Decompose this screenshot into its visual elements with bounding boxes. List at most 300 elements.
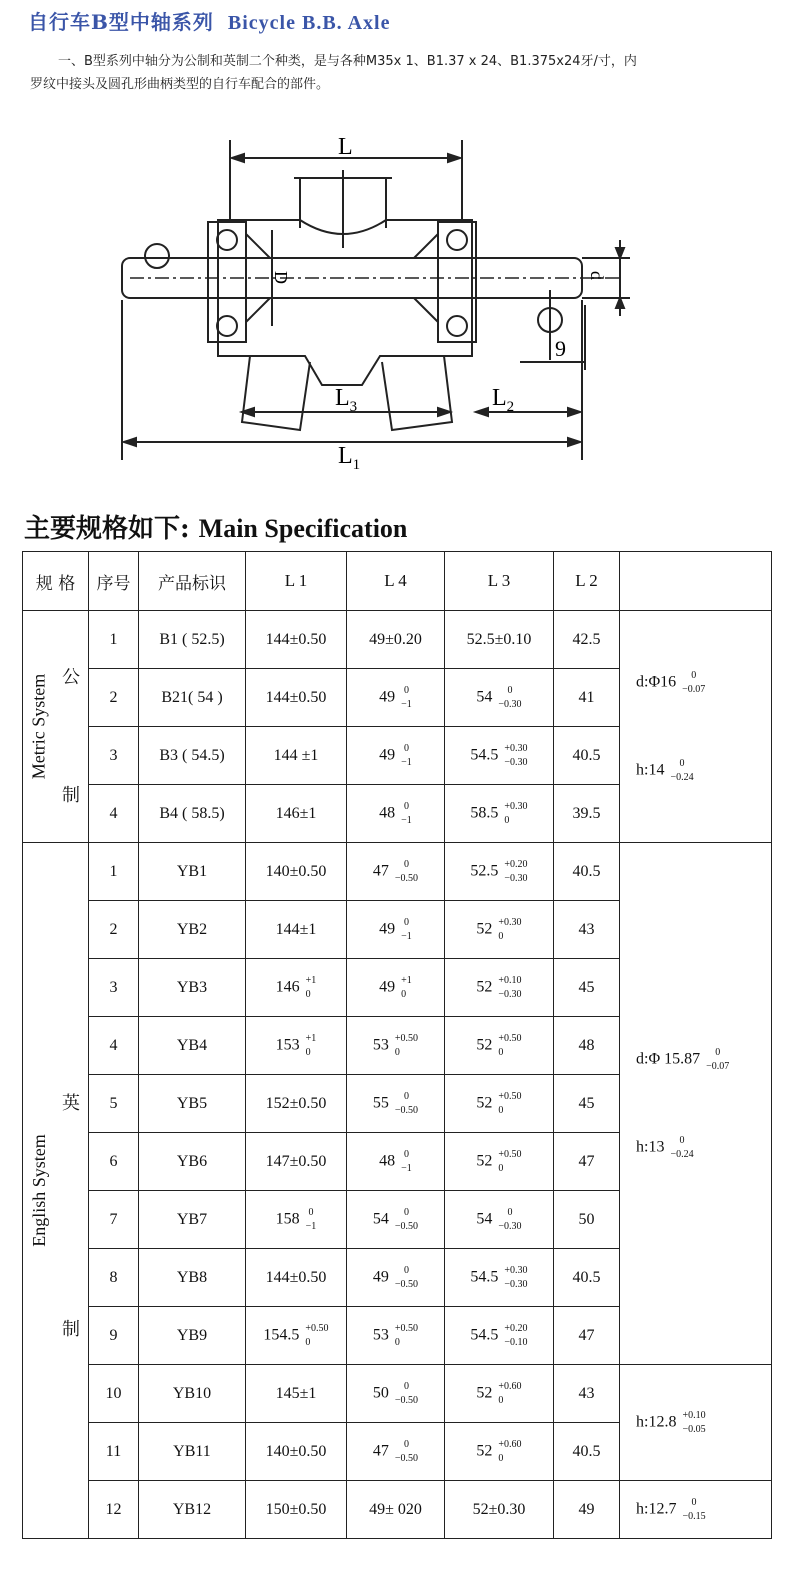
cell-mark: YB9 — [139, 1307, 246, 1365]
cell-l1-value: 150±0.50 — [265, 1500, 327, 1518]
cell-l4 — [347, 1249, 445, 1307]
cell-l3-value: 54.5 — [470, 1268, 499, 1286]
cell-l1 — [246, 727, 347, 785]
cell-l2: 50 — [554, 1191, 620, 1249]
metric-note-cell — [620, 611, 772, 843]
cell-l4-tolerance — [395, 1264, 418, 1292]
dim-label-d: d — [587, 271, 607, 280]
cell-l1 — [246, 1133, 347, 1191]
cell-l4-tol-upper: 0 — [403, 916, 409, 928]
cell-l4-tol-upper: +0.50 — [394, 1032, 419, 1044]
cell-no: 10 — [89, 1365, 139, 1423]
yb12-h-tolerance — [682, 1496, 705, 1524]
cell-l1-value: 146±1 — [275, 804, 317, 822]
cell-l1-value: 144 ±1 — [273, 746, 319, 764]
cell-l1-tol-lower: 0 — [305, 1336, 311, 1348]
cell-l3 — [445, 1133, 554, 1191]
dim-label-L2: $L_2$ — [492, 385, 515, 415]
note-gap — [636, 1074, 771, 1134]
cell-l4-value: 53 — [372, 1326, 389, 1344]
cell-l2: 47 — [554, 1133, 620, 1191]
header-no: 序号 — [89, 552, 139, 611]
cell-l3-tolerance — [498, 1090, 521, 1118]
cell-l2: 40.5 — [554, 843, 620, 901]
note-gap — [636, 697, 771, 757]
cell-l4 — [347, 1075, 445, 1133]
axle-drawing — [100, 130, 640, 475]
cell-l3-tol-upper: +0.20 — [504, 1322, 528, 1334]
cell-mark: YB8 — [139, 1249, 246, 1307]
cell-no: 7 — [89, 1191, 139, 1249]
cell-l4-tol-lower: −1 — [401, 756, 412, 768]
cell-l1-tol-lower: −1 — [305, 1220, 317, 1232]
cell-l2: 39.5 — [554, 785, 620, 843]
cell-l3 — [445, 1191, 554, 1249]
cell-l3-value: 54.5 — [470, 746, 499, 764]
cell-l3 — [445, 1017, 554, 1075]
metric-d-value: d:Φ16 — [636, 673, 677, 691]
cell-l4-tol-lower: −0.50 — [394, 872, 419, 884]
cell-l1-value: 154.5 — [263, 1326, 300, 1344]
cell-no: 12 — [89, 1481, 139, 1539]
cell-l1 — [246, 1191, 347, 1249]
cell-l4-tol-upper: 0 — [403, 858, 409, 870]
cell-l3-tolerance — [504, 742, 527, 770]
yb10-note-cell — [620, 1365, 772, 1481]
page-title — [28, 6, 390, 35]
cell-l2: 47 — [554, 1307, 620, 1365]
cell-no: 1 — [89, 843, 139, 901]
cell-l4-tol-lower: −1 — [401, 930, 412, 942]
cell-mark: B4 ( 58.5) — [139, 785, 246, 843]
cell-l4-value: 54 — [372, 1210, 389, 1228]
cell-l3-tol-lower: −0.30 — [498, 1220, 522, 1232]
cell-l3 — [445, 1249, 554, 1307]
cell-l4-tol-upper: 0 — [403, 800, 409, 812]
cell-l1-value: 140±0.50 — [265, 862, 327, 880]
header-row — [23, 552, 772, 611]
cell-no: 11 — [89, 1423, 139, 1481]
metric-system-label — [25, 611, 53, 842]
cell-l4-tol-lower: −0.50 — [394, 1394, 419, 1406]
spec-heading-zh: 主要规格如下: — [24, 514, 190, 544]
cell-l4-value: 48 — [379, 804, 396, 822]
cell-l4-tol-lower: 0 — [394, 1046, 400, 1058]
cell-l3 — [445, 1481, 554, 1539]
yb12-note-cell — [620, 1481, 772, 1539]
english-h-tol-lower: −0.24 — [670, 1148, 694, 1160]
cell-l4-tolerance — [401, 916, 412, 944]
cell-no: 3 — [89, 959, 139, 1017]
cell-l3-tol-upper: +0.30 — [504, 742, 528, 754]
cell-l4 — [347, 669, 445, 727]
metric-h-note — [636, 757, 771, 785]
yb10-h-note — [636, 1409, 771, 1437]
dim-label-D: D — [271, 271, 291, 284]
cell-l3-tolerance — [498, 1206, 521, 1234]
cell-l3-tol-lower: 0 — [498, 1162, 504, 1174]
cell-l4-tol-lower: −0.50 — [394, 1278, 419, 1290]
cell-l2: 45 — [554, 1075, 620, 1133]
cell-l1 — [246, 843, 347, 901]
cell-mark: B1 ( 52.5) — [139, 611, 246, 669]
system-char-2: 制 — [62, 1319, 80, 1340]
cell-l3-tol-lower: −0.10 — [504, 1336, 528, 1348]
cell-l3-tol-lower: −0.30 — [498, 988, 522, 1000]
table-row — [23, 843, 772, 901]
english-h-tolerance — [670, 1134, 693, 1162]
cell-l4-tol-upper: 0 — [403, 1264, 409, 1276]
cell-l2: 40.5 — [554, 1423, 620, 1481]
cell-l3-tolerance — [498, 1148, 521, 1176]
cell-l4-value: 49 — [379, 688, 396, 706]
cell-l4-tol-upper: 0 — [403, 1438, 409, 1450]
cell-l1-tol-lower: 0 — [305, 988, 311, 1000]
cell-l1-value: 146 — [275, 978, 300, 996]
cell-l4-tolerance — [395, 1206, 418, 1234]
cell-l3-value: 54.5 — [470, 1326, 499, 1344]
english-h-note — [636, 1134, 771, 1162]
metric-d-note — [636, 669, 771, 697]
table-row — [23, 611, 772, 669]
cell-no: 4 — [89, 1017, 139, 1075]
system-char-1: 英 — [62, 1093, 80, 1114]
cell-no: 8 — [89, 1249, 139, 1307]
cell-l3 — [445, 1307, 554, 1365]
cell-l4-tolerance — [401, 800, 412, 828]
cell-l3-tolerance — [504, 858, 527, 886]
cell-l1 — [246, 611, 347, 669]
cell-mark: B3 ( 54.5) — [139, 727, 246, 785]
cell-l4-tol-upper: 0 — [403, 1380, 409, 1392]
cell-l4 — [347, 901, 445, 959]
cell-l1-value: 144±1 — [275, 920, 317, 938]
table-row — [23, 1481, 772, 1539]
cell-l1-tol-lower: 0 — [305, 1046, 311, 1058]
cell-l4 — [347, 1191, 445, 1249]
cell-no: 4 — [89, 785, 139, 843]
english-system-cell — [23, 843, 89, 1539]
english-system-label — [25, 843, 53, 1538]
english-d-tol-upper: 0 — [715, 1046, 721, 1058]
cell-l2: 40.5 — [554, 727, 620, 785]
cell-l2: 43 — [554, 901, 620, 959]
cell-no: 5 — [89, 1075, 139, 1133]
cell-l4 — [347, 1017, 445, 1075]
cell-l4-tol-lower: 0 — [401, 988, 407, 1000]
english-h-tol-upper: 0 — [679, 1134, 685, 1146]
cell-l4-tol-upper: 0 — [403, 742, 409, 754]
intro-line-2: 罗纹中接头及圆孔形曲柄类型的自行车配合的部件。 — [30, 77, 330, 92]
cell-l2: 40.5 — [554, 1249, 620, 1307]
cell-l2: 41 — [554, 669, 620, 727]
cell-mark: B21( 54 ) — [139, 669, 246, 727]
cell-l3 — [445, 611, 554, 669]
spec-heading — [24, 508, 407, 545]
metric-d-tolerance — [682, 669, 705, 697]
cell-l1 — [246, 959, 347, 1017]
dim-label-L: L — [338, 134, 353, 160]
metric-h-tol-upper: 0 — [679, 757, 685, 769]
cell-l3 — [445, 959, 554, 1017]
cell-l1-tolerance — [306, 1032, 317, 1060]
cell-l1 — [246, 1481, 347, 1539]
cell-l3-tol-upper: +0.60 — [498, 1438, 522, 1450]
cell-l1 — [246, 1423, 347, 1481]
cell-l4-tol-upper: 0 — [403, 1148, 409, 1160]
spec-heading-en: Main Specification — [198, 514, 408, 543]
cell-l1 — [246, 785, 347, 843]
cell-l4-value: 49 — [372, 1268, 389, 1286]
metric-h-value: h:14 — [636, 761, 665, 779]
cell-no: 2 — [89, 669, 139, 727]
cell-l3-value: 52 — [476, 978, 493, 996]
cell-l3 — [445, 785, 554, 843]
cell-l3-tol-upper: +0.50 — [498, 1032, 522, 1044]
cell-l3-tolerance — [504, 1264, 527, 1292]
cell-l3-tol-upper: 0 — [507, 1206, 513, 1218]
cell-l4-tol-lower: −0.50 — [394, 1220, 419, 1232]
cell-mark: YB12 — [139, 1481, 246, 1539]
cell-no: 6 — [89, 1133, 139, 1191]
metric-h-tolerance — [670, 757, 693, 785]
cell-l1-value: 144±0.50 — [265, 1268, 327, 1286]
cell-l4-tol-upper: 0 — [403, 1206, 409, 1218]
cell-l3-tol-upper: +0.20 — [504, 858, 528, 870]
spec-table — [22, 551, 772, 1539]
cell-mark: YB5 — [139, 1075, 246, 1133]
cell-l3 — [445, 727, 554, 785]
cell-l3-value: 52±0.30 — [472, 1500, 526, 1518]
cell-l3-tolerance — [498, 916, 521, 944]
intro-line-1: 一、B型系列中轴分为公制和英制二个种类，是与各种M35x 1、B1.37 x 24、B1.375x24牙/寸，内 — [58, 54, 637, 69]
cell-l4 — [347, 1133, 445, 1191]
cell-no: 2 — [89, 901, 139, 959]
cell-l1-tol-upper: +1 — [305, 1032, 317, 1044]
header-note — [620, 552, 772, 611]
cell-l4-value: 49± 020 — [369, 1500, 422, 1518]
cell-l4-tol-upper: +1 — [401, 974, 412, 986]
header-l3: L 3 — [445, 552, 554, 611]
cell-mark: YB3 — [139, 959, 246, 1017]
cell-l4 — [347, 843, 445, 901]
cell-l1-value: 152±0.50 — [265, 1094, 327, 1112]
cell-l1 — [246, 669, 347, 727]
cell-l4-value: 48 — [379, 1152, 396, 1170]
cell-l3-value: 52 — [476, 1036, 493, 1054]
cell-l4-value: 53 — [372, 1036, 389, 1054]
header-l1: L 1 — [246, 552, 347, 611]
cell-l3-tol-lower: 0 — [498, 1046, 504, 1058]
cell-l4-value: 47 — [372, 862, 389, 880]
cell-l4-tolerance — [401, 684, 412, 712]
cell-l4-tolerance — [395, 1322, 418, 1350]
cell-l4-tol-lower: −1 — [401, 1162, 412, 1174]
cell-l3-tol-lower: 0 — [498, 1452, 504, 1464]
cell-l4-tolerance — [395, 858, 418, 886]
metric-h-tol-lower: −0.24 — [670, 771, 694, 783]
cell-l3-tol-upper: +0.30 — [498, 916, 522, 928]
header-mark: 产品标识 — [139, 552, 246, 611]
cell-l3-tol-upper: +0.50 — [498, 1090, 522, 1102]
cell-l2: 45 — [554, 959, 620, 1017]
cell-l4-tol-lower: −0.50 — [394, 1104, 419, 1116]
cell-no: 1 — [89, 611, 139, 669]
cell-l1 — [246, 1307, 347, 1365]
cell-l3-tolerance — [504, 800, 527, 828]
cell-l3-tol-lower: −0.30 — [504, 756, 528, 768]
cell-l1 — [246, 1365, 347, 1423]
yb12-h-value: h:12.7 — [636, 1500, 677, 1518]
cell-mark: YB11 — [139, 1423, 246, 1481]
cell-l3-tolerance — [498, 1438, 521, 1466]
dim-label-L1: $L_1$ — [338, 443, 361, 473]
cell-l3-tol-lower: −0.30 — [504, 1278, 528, 1290]
header-spec: 规 格 — [23, 552, 89, 611]
cell-l3-tol-upper: +0.10 — [498, 974, 522, 986]
cell-l3 — [445, 669, 554, 727]
cell-l3-tol-lower: −0.30 — [504, 872, 528, 884]
cell-l4-value: 50 — [372, 1384, 389, 1402]
intro-paragraph — [30, 50, 770, 96]
cell-l3-tol-upper: +0.60 — [498, 1380, 522, 1392]
system-char-1: 公 — [62, 667, 80, 688]
cell-l4-tolerance — [395, 1032, 418, 1060]
cell-l1-value: 144±0.50 — [265, 630, 327, 648]
cell-l3 — [445, 843, 554, 901]
english-d-tolerance — [706, 1046, 729, 1074]
table-row — [23, 1365, 772, 1423]
cell-l3-tol-lower: 0 — [498, 1104, 504, 1116]
yb10-h-tol-upper: +0.10 — [682, 1409, 706, 1421]
yb10-h-tol-lower: −0.05 — [682, 1423, 706, 1435]
cell-l1-tol-upper: +1 — [305, 974, 317, 986]
cell-l4 — [347, 959, 445, 1017]
cell-l3-value: 52 — [476, 1094, 493, 1112]
header-l4: L 4 — [347, 552, 445, 611]
cell-l1 — [246, 1075, 347, 1133]
cell-l3-value: 52 — [476, 1384, 493, 1402]
yb10-h-value: h:12.8 — [636, 1413, 677, 1431]
cell-mark: YB2 — [139, 901, 246, 959]
cell-l3-value: 52.5 — [470, 862, 499, 880]
cell-l1-value: 140±0.50 — [265, 1442, 327, 1460]
cell-l2: 49 — [554, 1481, 620, 1539]
title-en: Bicycle B.B. Axle — [227, 12, 391, 34]
yb12-h-note — [636, 1496, 771, 1524]
cell-mark: YB1 — [139, 843, 246, 901]
cell-l3-value: 52 — [476, 1442, 493, 1460]
cell-l3-value: 52 — [476, 920, 493, 938]
cell-l2: 48 — [554, 1017, 620, 1075]
cell-l3-tol-lower: 0 — [498, 930, 504, 942]
cell-l1-value: 145±1 — [275, 1384, 317, 1402]
metric-system-cell — [23, 611, 89, 843]
cell-l4-tol-upper: +0.50 — [394, 1322, 419, 1334]
title-zh: 自行车B型中轴系列 — [28, 10, 214, 34]
yb10-h-tolerance — [682, 1409, 705, 1437]
system-char-2: 制 — [62, 785, 80, 806]
cell-l3-value: 54 — [476, 1210, 493, 1228]
cell-l3-tol-upper: +0.50 — [498, 1148, 522, 1160]
cell-l1-tol-upper: +0.50 — [305, 1322, 329, 1334]
cell-l4-tol-lower: −1 — [401, 698, 412, 710]
cell-l4-value: 49 — [379, 746, 396, 764]
cell-l1 — [246, 901, 347, 959]
cell-l3-tolerance — [498, 684, 521, 712]
cell-l3 — [445, 901, 554, 959]
header-l2: L 2 — [554, 552, 620, 611]
cell-l4-tol-lower: −0.50 — [394, 1452, 419, 1464]
cell-mark: YB6 — [139, 1133, 246, 1191]
cell-l4-value: 47 — [372, 1442, 389, 1460]
cell-l4 — [347, 785, 445, 843]
cell-no: 3 — [89, 727, 139, 785]
cell-l4-tolerance — [395, 1380, 418, 1408]
cell-l4 — [347, 611, 445, 669]
cell-l1-value: 153 — [275, 1036, 300, 1054]
cell-l4-value: 49 — [379, 978, 396, 996]
cell-l3-value: 58.5 — [470, 804, 499, 822]
cell-l4-tol-upper: 0 — [403, 1090, 409, 1102]
cell-l3-value: 52 — [476, 1152, 493, 1170]
cell-l4-tol-lower: −1 — [401, 814, 412, 826]
cell-l1-value: 147±0.50 — [265, 1152, 327, 1170]
system-name: English System — [28, 1134, 49, 1247]
english-note-cell — [620, 843, 772, 1365]
cell-mark: YB7 — [139, 1191, 246, 1249]
cell-l4-value: 49±0.20 — [369, 630, 422, 648]
cell-l4-tolerance — [401, 974, 412, 1002]
cell-l3-tolerance — [498, 974, 521, 1002]
cell-l1-value: 158 — [275, 1210, 300, 1228]
cell-l2: 42.5 — [554, 611, 620, 669]
cell-l3-tol-lower: −0.30 — [498, 698, 522, 710]
metric-d-tol-lower: −0.07 — [682, 683, 706, 695]
cell-l1-value: 144±0.50 — [265, 688, 327, 706]
cell-l4-value: 55 — [372, 1094, 389, 1112]
cell-l3-tolerance — [504, 1322, 527, 1350]
cell-l2: 43 — [554, 1365, 620, 1423]
metric-d-tol-upper: 0 — [691, 669, 697, 681]
cell-l4-tol-upper: 0 — [403, 684, 409, 696]
system-name: Metric System — [28, 673, 49, 780]
cell-l4 — [347, 1481, 445, 1539]
cell-l3-tolerance — [498, 1380, 521, 1408]
cell-l4 — [347, 1423, 445, 1481]
cell-l4 — [347, 727, 445, 785]
cell-l4 — [347, 1365, 445, 1423]
cell-l1-tolerance — [306, 974, 317, 1002]
cell-l4 — [347, 1307, 445, 1365]
cell-l1-tol-upper: 0 — [308, 1206, 314, 1218]
cell-l3-tol-lower: 0 — [498, 1394, 504, 1406]
yb12-h-tol-upper: 0 — [691, 1496, 697, 1508]
dim-label-9: 9 — [555, 336, 566, 361]
cell-l4-tolerance — [395, 1090, 418, 1118]
english-h-value: h:13 — [636, 1138, 665, 1156]
cell-no: 9 — [89, 1307, 139, 1365]
dim-label-L3: $L_3$ — [335, 385, 358, 415]
cell-l3-tol-lower: 0 — [504, 814, 510, 826]
cell-l1-tolerance — [305, 1322, 328, 1350]
cell-l4-tolerance — [395, 1438, 418, 1466]
cell-l4-tolerance — [401, 742, 412, 770]
cell-l3-value: 52.5±0.10 — [466, 630, 532, 648]
cell-mark: YB4 — [139, 1017, 246, 1075]
yb12-h-tol-lower: −0.15 — [682, 1510, 706, 1522]
cell-l1 — [246, 1249, 347, 1307]
